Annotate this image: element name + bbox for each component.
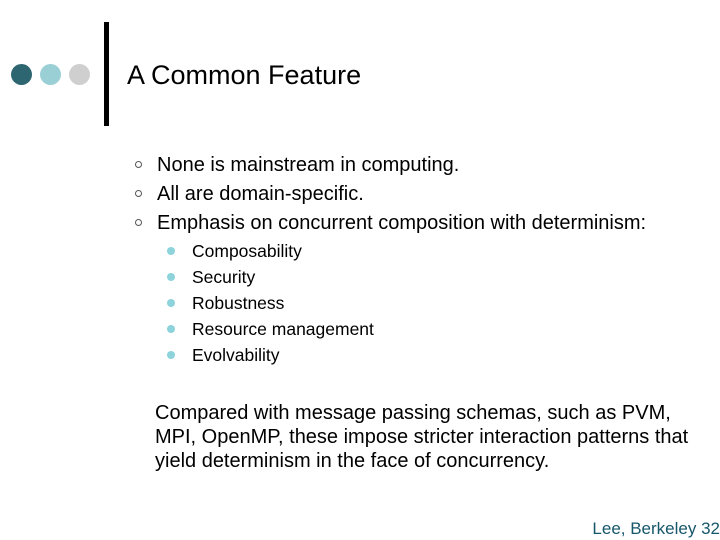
sub-bullet-text: Robustness <box>192 293 285 313</box>
filled-circle-bullet-icon <box>167 351 175 359</box>
bullet-text: Emphasis on concurrent composition with determinism: <box>157 212 647 234</box>
decorative-dot-light <box>40 64 61 85</box>
slide-title: A Common Feature <box>127 60 362 90</box>
sub-bullet-item <box>0 344 720 370</box>
filled-circle-bullet-icon <box>167 247 175 255</box>
hollow-circle-bullet-icon <box>135 190 142 197</box>
decorative-dot-gray <box>69 64 90 85</box>
sub-bullet-text: Composability <box>192 241 302 261</box>
hollow-circle-bullet-icon <box>135 161 142 168</box>
sub-bullet-item <box>0 266 720 292</box>
sub-bullet-text: Resource management <box>192 319 374 339</box>
sub-bullet-item <box>0 240 720 266</box>
sub-bullet-item <box>0 318 720 344</box>
sub-bullet-text: Security <box>192 267 256 287</box>
sub-bullet-text: Evolvability <box>192 345 280 365</box>
title-divider <box>104 22 109 126</box>
bullet-text: All are domain-specific. <box>157 183 364 205</box>
filled-circle-bullet-icon <box>167 325 175 333</box>
filled-circle-bullet-icon <box>167 299 175 307</box>
slide-note-paragraph: Compared with message passing schemas, such as PVM, MPI, OpenMP, these impose stricter interaction patterns that yield determinism in the face of concurrency. <box>155 402 689 472</box>
decorative-dot-dark <box>11 64 32 85</box>
bullet-item <box>0 152 720 181</box>
sub-bullet-item <box>0 292 720 318</box>
bullet-item <box>0 210 720 239</box>
slide-footer: Lee, Berkeley 32 <box>592 519 720 538</box>
hollow-circle-bullet-icon <box>135 219 142 226</box>
bullet-item <box>0 181 720 210</box>
bullet-text: None is mainstream in computing. <box>157 154 460 176</box>
filled-circle-bullet-icon <box>167 273 175 281</box>
